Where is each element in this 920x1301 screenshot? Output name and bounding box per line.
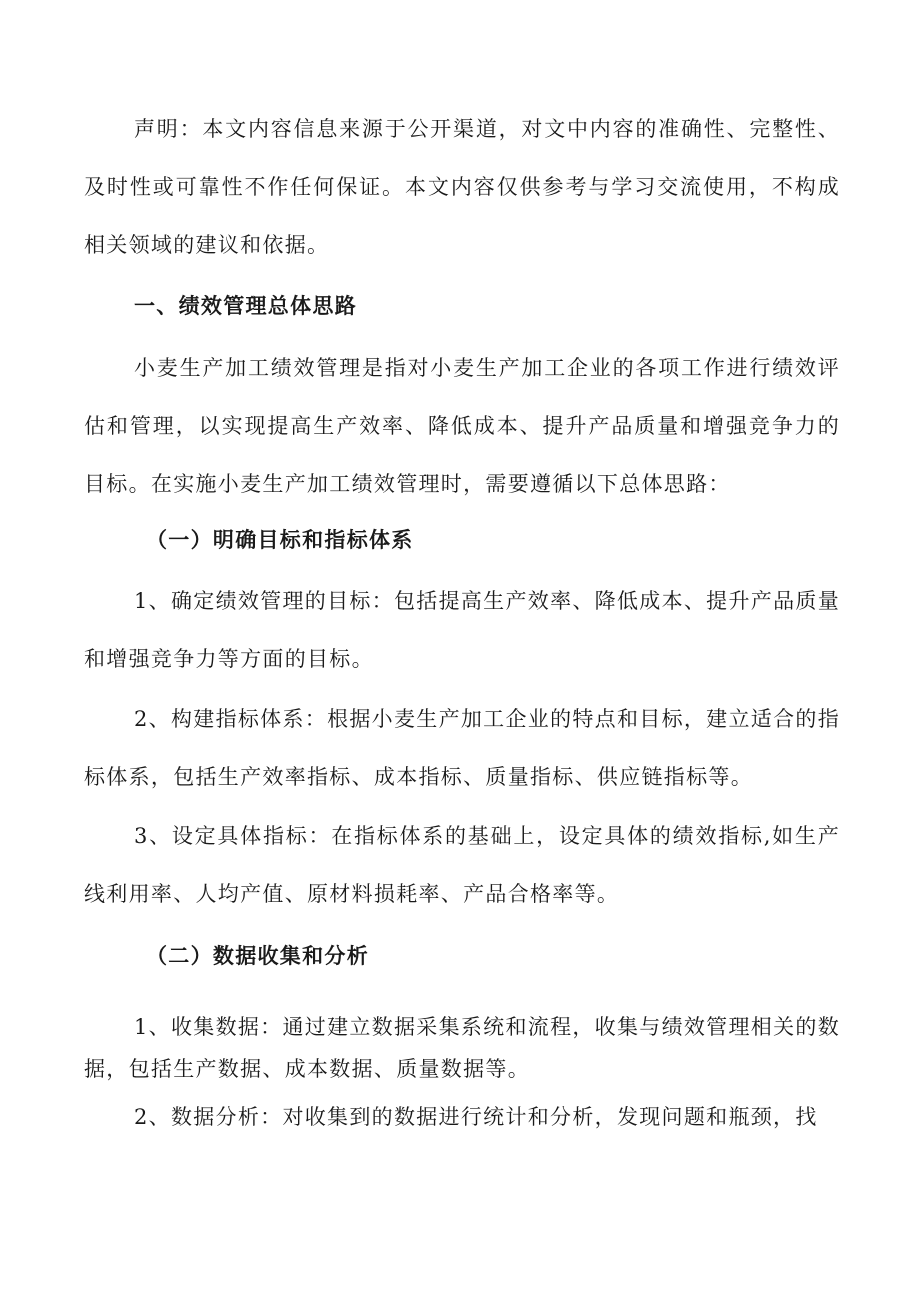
intro-paragraph: 小麦生产加工绩效管理是指对小麦生产加工企业的各项工作进行绩效评估和管理，以实现提高生产效率、降低成本、提升产品质量和增强竞争力的目标。在实施小麦生产加工绩效管理时，需要遵循以下总体思路： [84,356,840,496]
subsection-title-1: （一）明确目标和指标体系 [146,527,414,552]
list-item: 2、构建指标体系：根据小麦生产加工企业的特点和目标，建立适合的指标体系，包括生产效率指标、成本指标、质量指标、供应链指标等。 [84,707,840,789]
section-title: 一、绩效管理总体思路 [134,293,357,318]
disclaimer-paragraph: 声明：本文内容信息来源于公开渠道，对文中内容的准确性、完整性、及时性或可靠性不作任何保证。本文内容仅供参考与学习交流使用，不构成相关领域的建议和依据。 [84,117,840,257]
list-item: 1、确定绩效管理的目标：包括提高生产效率、降低成本、提升产品质量和增强竞争力等方面的目标。 [84,589,840,671]
list-item: 1、收集数据：通过建立数据采集系统和流程，收集与绩效管理相关的数据，包括生产数据、成本数据、质量数据等。 [84,1015,840,1081]
list-item: 3、设定具体指标：在指标体系的基础上，设定具体的绩效指标,如生产线利用率、人均产值、原材料损耗率、产品合格率等。 [84,824,840,906]
list-item: 2、数据分析：对收集到的数据进行统计和分析，发现问题和瓶颈，找 [134,1105,818,1129]
subsection-title-2: （二）数据收集和分析 [146,943,369,968]
